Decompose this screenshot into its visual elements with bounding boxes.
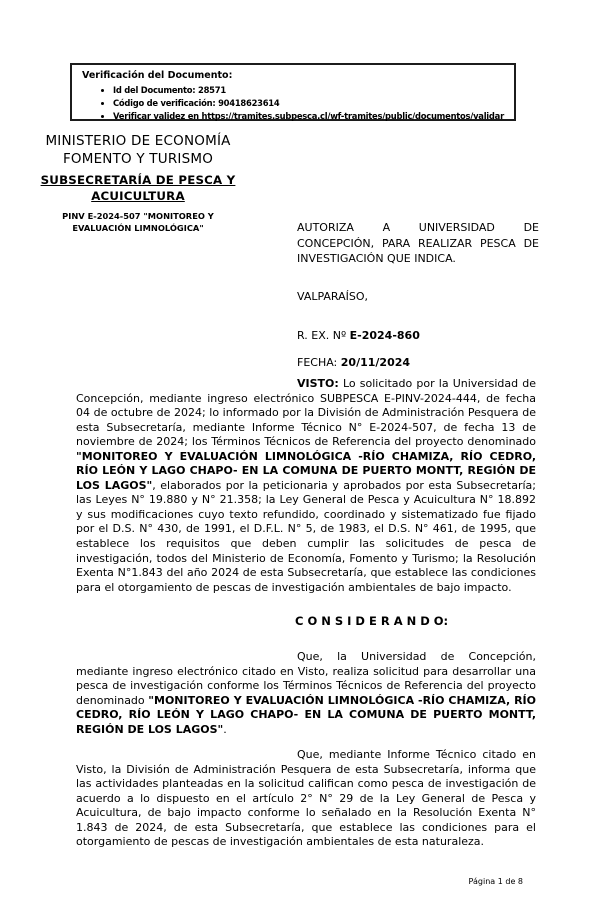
ministry-line2: FOMENTO Y TURISMO [62, 151, 214, 167]
visto-label: VISTO: [297, 377, 339, 390]
visto-text-after-title: , elaborados por la peticionaria y aprobados por esta Subsecretaría; las Leyes N° 19.880 y N° 21.358; la Ley General de Pesca y Acuicultura N° 18.892 y sus modificaciones cuyo texto refundido, coordinado y sistematizado fue fijado por el D.S. N° 430, de 1991, el D.F.L. N° 5, de 1983, el D.S. N° 461, de 1995, que establece los requisitos que deben cumplir las solicitudes de pesca de investigación, todos del Ministerio de Economía, Fomento y Turismo; la Resolución Exenta N°1.843 del año 2024 de esta Subsecretaría, que establece las condiciones para el otorgamiento de pescas de investigación ambientales de bajo impacto. [76, 478, 536, 594]
page-indicator: Página 1 de 8 [468, 877, 523, 886]
verification-item-doc-id: • Id del Documento: 28571 [113, 84, 510, 97]
date-label: FECHA: [297, 356, 341, 369]
verification-item-code: • Código de verificación: 90418623614 [113, 97, 510, 110]
visto-project-title: "MONITOREO Y EVALUACIÓN LIMNOLÓGICA -RÍO CHAMIZA, RÍO CEDRO, RÍO LEÓN Y LAGO CHAPO- EN LA COMUNA DE PUERTO MONTT, REGIÓN DE LOS LAGOS" [76, 449, 536, 492]
considerando-paragraph-2: Que, mediante Informe Técnico citado en Visto, la División de Administración Pesquera de esta Subsecretaría, informa que las actividades planteadas en la solicitud califican como pesca de investigación de acuerdo a lo dispuesto en el artículo 2° N° 29 de la Ley General de Pesca y Acuicultura, de bajo impacto conforme lo señalado en la Resolución Exenta N° 1.843 de 2024, de esta Subsecretaría, que establece las condiciones para el otorgamiento de pescas de investigación ambientales de esta naturaleza. [76, 748, 536, 849]
resolution-number-line [297, 329, 420, 342]
date-value: 20/11/2024 [340, 356, 411, 369]
considerando1-text-before-title: Que, la Universidad de Concepción, mediante ingreso electrónico citado en Visto, realiza solicitud para desarrollar una pesca de investigación conforme los Términos Técnicos de Referencia del proyecto denominado [76, 650, 536, 707]
verification-list [82, 84, 510, 122]
considerando-paragraph-1 [76, 650, 536, 737]
subsecretaria-title: SUBSECRETARÍA DE PESCA Y ACUICULTURA [40, 173, 236, 203]
letterhead [20, 132, 256, 234]
visto-text-before-title: Lo solicitado por la Universidad de Concepción, mediante ingreso electrónico SUBPESCA E-PINV-2024-444, de fecha 04 de octubre de 2024; lo informado por la División de Administración Pesquera de esta Subsecretaría, mediante Informe Técnico N° E-2024-507, de fecha 13 de noviembre de 2024; los Términos Técnicos de Referencia del proyecto denominado [76, 377, 536, 449]
resolution-number-label: R. EX. Nº [297, 329, 350, 342]
verification-box [70, 63, 516, 121]
date-line [297, 356, 410, 369]
verification-title: Verificación del Documento: [82, 70, 233, 81]
ministry-name [20, 132, 256, 168]
resolution-number-value: E-2024-860 [349, 329, 420, 342]
ministry-line1: MINISTERIO DE ECONOMÍA [45, 133, 231, 149]
verification-item-url: • Verificar validez en https://tramites.subpesca.cl/wf-tramites/public/documentos/validar [113, 110, 510, 123]
considerando1-project-title: "MONITOREO Y EVALUACIÓN LIMNOLÓGICA -RÍO CHAMIZA, RÍO CEDRO, RÍO LEÓN Y LAGO CHAPO- EN LA COMUNA DE PUERTO MONTT, REGIÓN DE LOS LAGOS" [76, 693, 536, 736]
city-line: VALPARAÍSO, [297, 290, 369, 303]
considerando-heading: C O N S I D E R A N D O: [295, 614, 449, 628]
visto-paragraph [76, 377, 536, 595]
considerando1-text-after-title: . [223, 722, 227, 736]
project-reference: PINV E-2024-507 "MONITOREO Y EVALUACIÓN LIMNOLÓGICA" [62, 211, 214, 233]
resolution-subject: AUTORIZA A UNIVERSIDAD DE CONCEPCIÓN, PARA REALIZAR PESCA DE INVESTIGACIÓN QUE INDICA. [297, 221, 539, 265]
